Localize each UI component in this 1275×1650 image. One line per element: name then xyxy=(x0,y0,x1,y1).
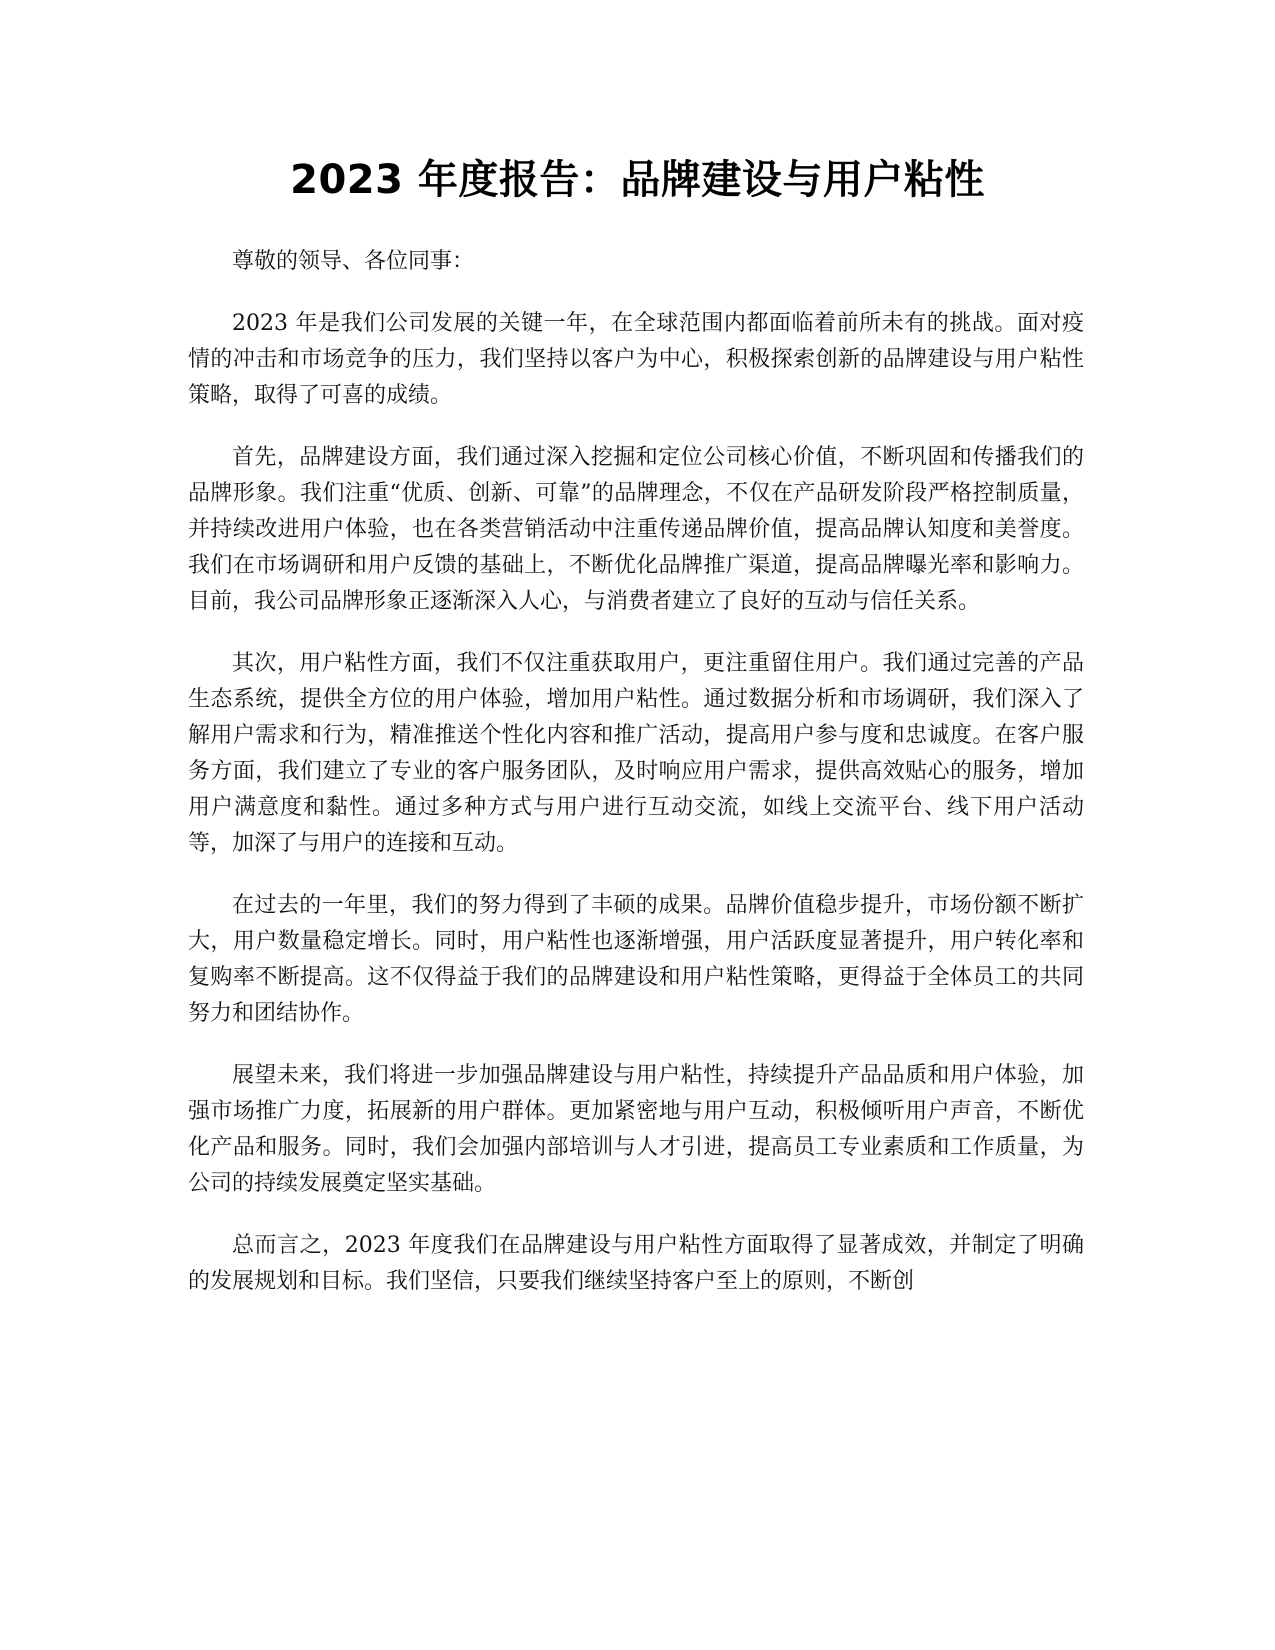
summary-paragraph: 总而言之，2023 年度我们在品牌建设与用户粘性方面取得了显著成效，并制定了明确的发展规划和目标。我们坚信，只要我们继续坚持客户至上的原则，不断创 xyxy=(188,1233,1084,1294)
document-body xyxy=(188,244,1084,1326)
document-title: 2023 年度报告：品牌建设与用户粘性 xyxy=(290,157,985,203)
outlook-paragraph: 展望未来，我们将进一步加强品牌建设与用户粘性，持续提升产品品质和用户体验，加强市场推广力度，拓展新的用户群体。更加紧密地与用户互动，积极倾听用户声音，不断优化产品和服务。同时，我们会加强内部培训与人才引进，提高员工专业素质和工作质量，为公司的持续发展奠定坚实基础。 xyxy=(188,1063,1084,1196)
brand-building-paragraph: 首先，品牌建设方面，我们通过深入挖掘和定位公司核心价值，不断巩固和传播我们的品牌形象。我们注重“优质、创新、可靠”的品牌理念，不仅在产品研发阶段严格控制质量，并持续改进用户体验，也在各类营销活动中注重传递品牌价值，提高品牌认知度和美誉度。我们在市场调研和用户反馈的基础上，不断优化品牌推广渠道，提高品牌曝光率和影响力。目前，我公司品牌形象正逐渐深入人心，与消费者建立了良好的互动与信任关系。 xyxy=(188,445,1084,614)
results-paragraph: 在过去的一年里，我们的努力得到了丰硕的成果。品牌价值稳步提升，市场份额不断扩大，用户数量稳定增长。同时，用户粘性也逐渐增强，用户活跃度显著提升，用户转化率和复购率不断提高。这不仅得益于我们的品牌建设和用户粘性策略，更得益于全体员工的共同努力和团结协作。 xyxy=(188,893,1084,1026)
user-stickiness-paragraph: 其次，用户粘性方面，我们不仅注重获取用户，更注重留住用户。我们通过完善的产品生态系统，提供全方位的用户体验，增加用户粘性。通过数据分析和市场调研，我们深入了解用户需求和行为，精准推送个性化内容和推广活动，提高用户参与度和忠诚度。在客户服务方面，我们建立了专业的客户服务团队，及时响应用户需求，提供高效贴心的服务，增加用户满意度和黏性。通过多种方式与用户进行互动交流，如线上交流平台、线下用户活动等，加深了与用户的连接和互动。 xyxy=(188,651,1084,856)
salutation-paragraph: 尊敬的领导、各位同事： xyxy=(232,249,475,274)
intro-paragraph: 2023 年是我们公司发展的关键一年，在全球范围内都面临着前所未有的挑战。面对疫情的冲击和市场竞争的压力，我们坚持以客户为中心，积极探索创新的品牌建设与用户粘性策略，取得了可喜的成绩。 xyxy=(188,311,1084,408)
